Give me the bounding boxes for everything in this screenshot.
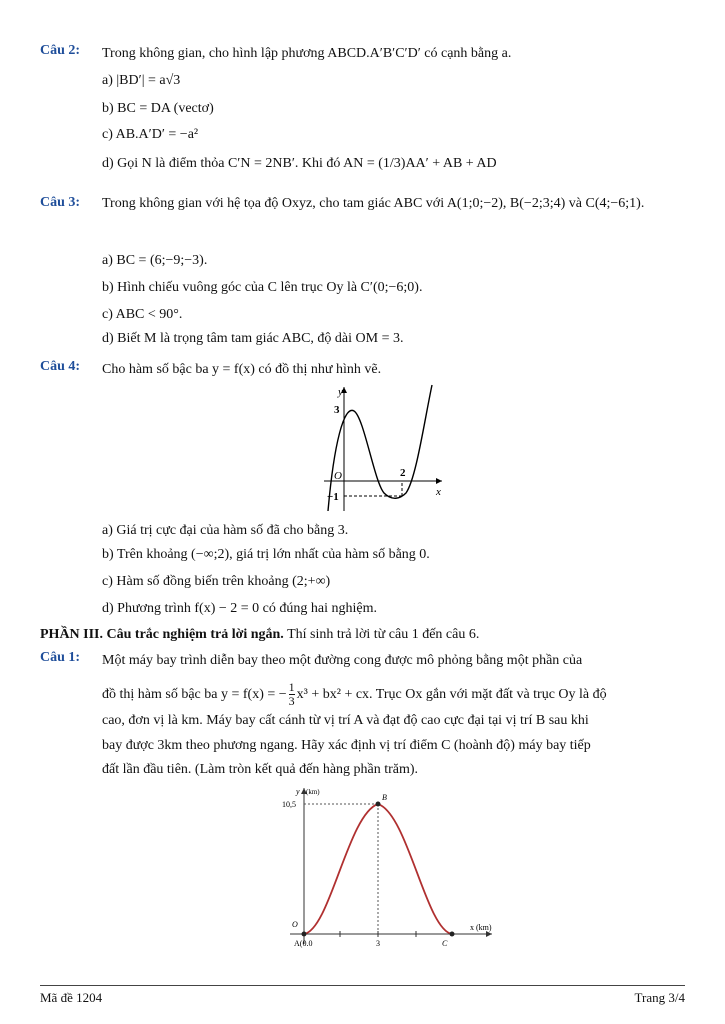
y-label: y	[296, 787, 300, 796]
q3-option-a: a) BC = (6;−9;−3).	[102, 253, 208, 268]
p3q1-line-3: cao, đơn vị là km. Máy bay cất cánh từ vị trí A và đạt độ cao cực đại tại vị trí B sau khi	[102, 713, 589, 728]
question-text: Trong không gian, cho hình lập phương ABCD.A′B′C′D′ có cạnh bằng a.	[102, 46, 512, 61]
section-note: Thí sinh trả lời từ câu 1 đến câu 6.	[287, 627, 480, 642]
question-3	[40, 195, 685, 241]
section-title: PHẦN III. Câu trắc nghiệm trả lời ngắn.	[40, 627, 284, 642]
q2-option-c: c) AB.A′D′ = −a²	[102, 127, 199, 142]
p3q1-line-2	[102, 681, 685, 708]
p3q1-line-4: bay được 3km theo phương ngang. Hãy xác định vị trí điểm C (hoành độ) máy bay tiếp	[102, 738, 591, 753]
x-unit: x (km)	[470, 923, 492, 932]
q3-option-b: b) Hình chiếu vuông góc của C lên trục Oy là C′(0;−6;0).	[102, 280, 423, 295]
q2-option-b: b) BC = DA (vectơ)	[102, 101, 214, 116]
q3-option-d: d) Biết M là trọng tâm tam giác ABC, độ dài OM = 3.	[102, 331, 404, 346]
x-label: x	[436, 486, 441, 498]
q4-option-b: b) Trên khoảng (−∞;2), giá trị lớn nhất của hàm số bằng 0.	[102, 547, 430, 562]
airplane-path-graph	[282, 784, 504, 950]
footer	[40, 985, 685, 1005]
y-unit: (km)	[306, 788, 320, 796]
origin-label: O	[334, 470, 342, 482]
ymax-label: 10,5	[282, 800, 296, 809]
question-label: Câu 4:	[40, 359, 81, 374]
p3q1-line-2b: x³ + bx² + cx. Trục Ox gắn với mặt đất và trục Oy là độ	[296, 686, 607, 702]
p3q1-line-2a: đồ thị hàm số bậc ba y = f(x) = −	[102, 686, 287, 702]
label-C: C	[442, 939, 448, 948]
q4-option-d: d) Phương trình f(x) − 2 = 0 có đúng hai nghiệm.	[102, 601, 377, 616]
question-text: Trong không gian với hệ tọa độ Oxyz, cho tam giác ABC với A(1;0;−2), B(−2;3;4) và C(4;−6;1).	[102, 196, 645, 211]
label-2: 2	[400, 467, 406, 479]
exam-code: Mã đề 1204	[40, 990, 103, 1005]
point-A	[302, 932, 307, 937]
p3q1-line-5: đất lần đầu tiên. (Làm tròn kết quả đến hàng phần trăm).	[102, 762, 419, 777]
page-number: Trang 3/4	[634, 990, 685, 1005]
q2-option-a: a) |BD′| = a√3	[102, 73, 181, 88]
question-2	[40, 43, 685, 63]
question-label: Câu 2:	[40, 43, 81, 58]
fraction-one-third	[289, 681, 295, 708]
y-label: y	[338, 386, 343, 398]
frac-num: 1	[288, 680, 295, 694]
origin-label: O	[292, 920, 298, 929]
label-A: A(0.0	[294, 939, 313, 948]
question-4	[40, 359, 685, 379]
q4-option-c: c) Hàm số đồng biến trên khoảng (2;+∞)	[102, 574, 331, 589]
q4-option-a: a) Giá trị cực đại của hàm số đã cho bằng 3.	[102, 523, 349, 538]
question-label: Câu 3:	[40, 195, 81, 210]
label-3: 3	[376, 939, 380, 948]
x-axis-arrow	[436, 478, 442, 484]
question-text: Cho hàm số bậc ba y = f(x) có đồ thị như hình vẽ.	[102, 362, 382, 377]
label-minus-1: −1	[327, 491, 339, 503]
q3-option-c: c) ABC < 90°.	[102, 307, 183, 322]
q2-option-d: d) Gọi N là điểm thỏa C′N = 2NB′. Khi đó AN = (1/3)AA′ + AB + AD	[102, 156, 497, 171]
cubic-function-graph	[318, 383, 448, 513]
section-3-heading	[40, 627, 685, 643]
label-3: 3	[334, 404, 340, 416]
question-label: Câu 1:	[40, 650, 81, 665]
label-B: B	[382, 793, 387, 802]
p3q1-line-1: Một máy bay trình diễn bay theo một đường cong được mô phỏng bằng một phần của	[102, 653, 583, 668]
point-B	[376, 802, 381, 807]
frac-den: 3	[288, 694, 295, 709]
point-C	[450, 932, 455, 937]
